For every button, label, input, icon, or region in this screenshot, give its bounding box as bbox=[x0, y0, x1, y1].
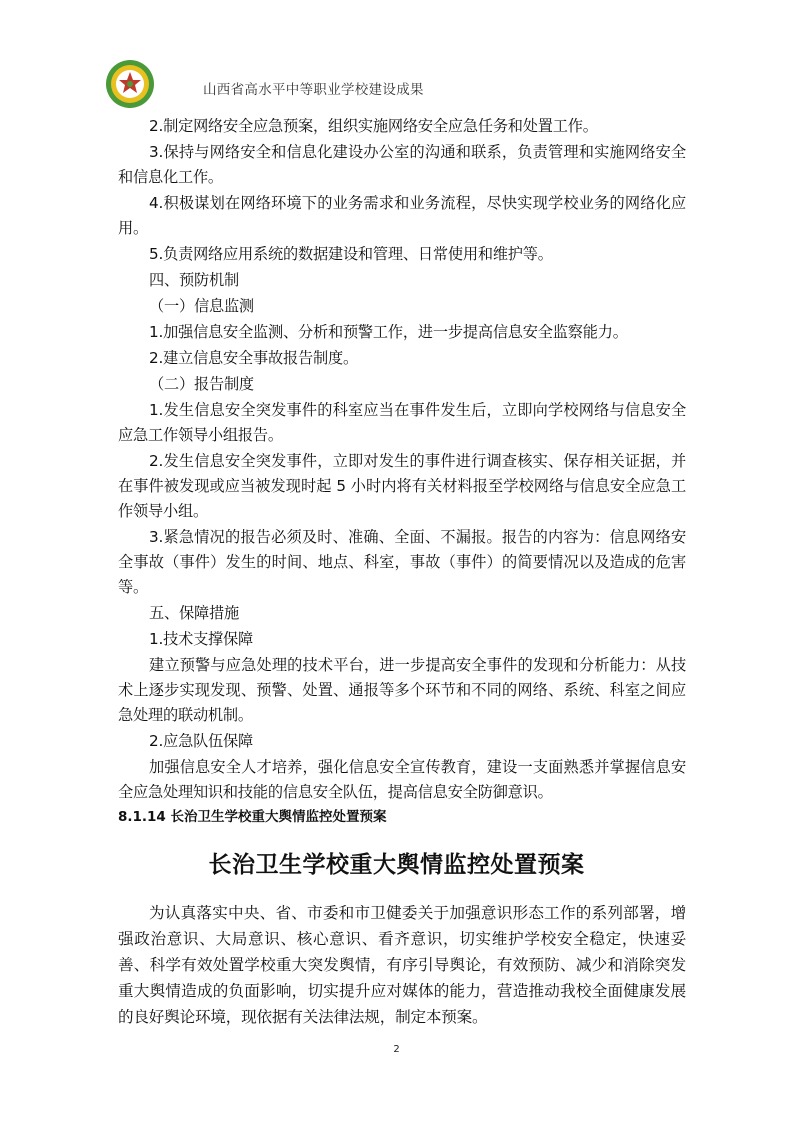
page-number: 2 bbox=[393, 1044, 400, 1055]
paragraph: 加强信息安全人才培养，强化信息安全宣传教育，建设一支面熟悉并掌握信息安全应急处理知识和技能的信息安全队伍，提高信息安全防御意识。 bbox=[118, 758, 686, 801]
section-heading-prevention: 四、预防机制 bbox=[149, 271, 239, 289]
paragraph: 建立预警与应急处理的技术平台，进一步提高安全事件的发现和分析能力：从技术上逐步实现发现、预警、处置、通报等多个环节和不同的网络、系统、科室之间应急处理的联动机制。 bbox=[118, 656, 686, 724]
subsection-heading-monitoring: （一）信息监测 bbox=[149, 297, 254, 315]
paragraph: 4.积极谋划在网络环境下的业务需求和业务流程，尽快实现学校业务的网络化应用。 bbox=[118, 194, 686, 237]
paragraph: 1.加强信息安全监测、分析和预警工作，进一步提高信息安全监察能力。 bbox=[149, 323, 628, 341]
intro-paragraph: 为认真落实中央、省、市委和市卫健委关于加强意识形态工作的系列部署，增强政治意识、大局意识、核心意识、看齐意识，切实维护学校安全稳定，快速妥善、科学有效处置学校重大突发舆情，有序引导舆论，有效预防、减少和消除突发重大舆情造成的负面影响，切实提升应对媒体的能力，营造推动我校全面健康发展的良好舆论环境，现依据有关法律法规，制定本预案。 bbox=[118, 904, 686, 1026]
paragraph: 5.负责网络应用系统的数据建设和管理、日常使用和维护等。 bbox=[149, 245, 553, 263]
section-heading-safeguards: 五、保障措施 bbox=[149, 604, 239, 622]
intro-section bbox=[118, 900, 686, 1031]
document-body bbox=[118, 114, 686, 806]
page-header bbox=[0, 0, 793, 100]
subsection-heading-reporting: （二）报告制度 bbox=[149, 375, 254, 393]
document-title: 长治卫生学校重大舆情监控处置预案 bbox=[208, 852, 585, 878]
school-emblem-icon bbox=[104, 58, 156, 110]
paragraph: 2.制定网络安全应急预案，组织实施网络安全应急任务和处置工作。 bbox=[149, 117, 598, 135]
header-title: 山西省高水平中等职业学校建设成果 bbox=[203, 82, 424, 98]
paragraph: 2.建立信息安全事故报告制度。 bbox=[149, 349, 358, 367]
subsection-heading-team: 2.应急队伍保障 bbox=[149, 732, 254, 750]
section-number-heading: 8.1.14 长治卫生学校重大舆情监控处置预案 bbox=[118, 809, 387, 825]
subsection-heading-technical: 1.技术支撑保障 bbox=[149, 630, 254, 648]
paragraph: 3.紧急情况的报告必须及时、准确、全面、不漏报。报告的内容为：信息网络安全事故（事件）发生的时间、地点、科室，事故（事件）的简要情况以及造成的危害等。 bbox=[118, 528, 686, 596]
paragraph: 1.发生信息安全突发事件的科室应当在事件发生后，立即向学校网络与信息安全应急工作领导小组报告。 bbox=[118, 401, 686, 444]
paragraph: 2.发生信息安全突发事件，立即对发生的事件进行调查核实、保存相关证据，并在事件被发现或应当被发现时起 5 小时内将有关材料报至学校网络与信息安全应急工作领导小组。 bbox=[118, 452, 686, 520]
paragraph: 3.保持与网络安全和信息化建设办公室的沟通和联系，负责管理和实施网络安全和信息化工作。 bbox=[118, 143, 686, 186]
